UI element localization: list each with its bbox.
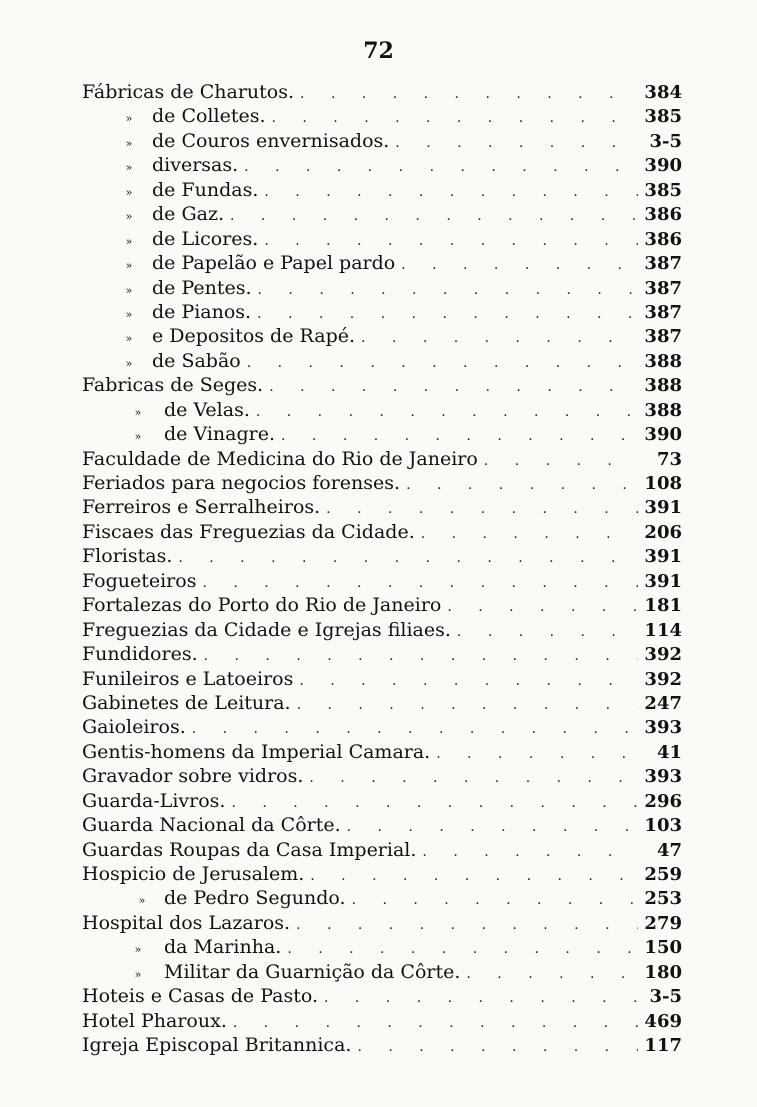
entry-title: de Colletes.: [152, 105, 266, 128]
entry-page-number: 387: [644, 253, 682, 275]
entry-page-number: 247: [644, 692, 682, 714]
ditto-mark: »: [134, 943, 142, 957]
dot-leader: [252, 278, 638, 302]
entry-title: Fortalezas do Porto do Rio de Janeiro: [82, 594, 442, 617]
dot-leader: [258, 180, 638, 204]
entry-page-number: 469: [644, 1010, 682, 1032]
ditto-mark: »: [125, 112, 133, 126]
index-entry: [82, 715, 682, 739]
index-list: [82, 80, 682, 1058]
entry-title: Faculdade de Medicina do Rio de Janeiro: [82, 447, 478, 470]
dot-leader: [196, 571, 638, 595]
index-entry: [82, 593, 682, 617]
index-entry: [82, 789, 682, 813]
entry-title: de Velas.: [164, 398, 250, 421]
entry-page-number: 388: [644, 350, 682, 372]
index-entry: [82, 447, 682, 471]
ditto-mark: »: [134, 967, 142, 981]
entry-page-number: 386: [644, 228, 682, 250]
entry-title: de Vinagre.: [164, 423, 276, 446]
dot-leader: [263, 375, 638, 399]
entry-title: Gentis-homens da Imperial Camara.: [82, 740, 431, 763]
page-number: 72: [363, 38, 394, 64]
dot-leader: [389, 131, 638, 155]
entry-page-number: 391: [644, 570, 682, 592]
entry-title: Guardas Roupas da Casa Imperial.: [82, 838, 417, 861]
entry-page-number: 108: [644, 473, 682, 494]
dot-leader: [318, 986, 638, 1010]
entry-title: e Depositos de Rapé.: [152, 325, 356, 348]
entry-title: Feriados para negocios forenses.: [82, 472, 401, 494]
entry-title: de Gaz.: [152, 203, 225, 226]
index-entry: [82, 153, 682, 177]
index-entry: [82, 764, 682, 788]
dot-leader: [304, 864, 638, 888]
entry-title: Fábricas de Charutos.: [82, 81, 295, 103]
entry-page-number: 47: [656, 839, 682, 861]
entry-page-number: 387: [644, 277, 682, 299]
ditto-mark: »: [125, 259, 133, 273]
dot-leader: [441, 595, 638, 619]
entry-page-number: 3-5: [649, 986, 682, 1008]
entry-page-number: 387: [644, 301, 682, 323]
entry-page-number: 388: [644, 375, 682, 397]
index-entry: [82, 911, 682, 935]
index-entry: [82, 544, 682, 568]
entry-page-number: 253: [644, 888, 682, 910]
index-entry: [82, 276, 682, 300]
index-entry: [82, 398, 682, 422]
dot-leader: [275, 424, 638, 448]
entry-title: Fundidores.: [82, 643, 198, 666]
index-entry: [82, 740, 682, 764]
entry-title: Hoteis e Casas de Pasto.: [82, 985, 319, 1008]
entry-title: Hospicio de Jerusalem.: [82, 863, 305, 885]
entry-page-number: 390: [644, 155, 682, 177]
entry-title: Guarda-Livros.: [82, 789, 226, 812]
entry-page-number: 259: [644, 864, 682, 885]
dot-leader: [400, 473, 638, 497]
dot-leader: [172, 546, 638, 570]
dot-leader: [415, 522, 638, 546]
entry-page-number: 391: [644, 497, 682, 519]
index-entry: [82, 886, 682, 910]
dot-leader: [416, 840, 638, 864]
dot-leader: [241, 351, 638, 375]
index-entry: [82, 960, 682, 984]
index-entry: [82, 569, 682, 593]
entry-page-number: 385: [644, 179, 682, 201]
entry-title: Igreja Episcopal Britannica.: [82, 1034, 352, 1057]
entry-title: Militar da Guarnição da Côrte.: [164, 960, 461, 983]
index-entry: [82, 691, 682, 715]
ditto-mark: »: [125, 185, 133, 199]
index-entry: [82, 1033, 682, 1057]
ditto-mark: »: [125, 136, 133, 150]
dot-leader: [460, 962, 638, 986]
entry-page-number: 392: [644, 668, 682, 690]
index-entry: [82, 202, 682, 226]
entry-page-number: 114: [644, 619, 682, 641]
index-entry: [82, 642, 682, 666]
entry-page-number: 391: [644, 546, 682, 568]
dot-leader: [341, 815, 638, 839]
dot-leader: [251, 302, 638, 326]
index-entry: [82, 422, 682, 446]
dot-leader: [430, 742, 638, 766]
dot-leader: [395, 253, 638, 277]
dot-leader: [478, 449, 638, 473]
ditto-mark: »: [134, 405, 142, 419]
entry-title: Ferreiros e Serralheiros.: [82, 496, 321, 519]
entry-title: Gravador sobre vidros.: [82, 765, 304, 788]
index-entry: [82, 667, 682, 691]
index-entry: [82, 984, 682, 1008]
dot-leader: [351, 1035, 638, 1059]
entry-page-number: 73: [656, 448, 682, 470]
dot-leader: [291, 693, 638, 717]
entry-page-number: 41: [656, 741, 682, 763]
entry-title: diversas.: [152, 154, 239, 177]
index-entry: [82, 104, 682, 128]
entry-title: Freguezias da Cidade e Igrejas filiaes.: [82, 618, 451, 641]
index-entry: [82, 471, 682, 495]
entry-title: Funileiros e Latoeiros: [82, 667, 294, 690]
entry-page-number: 279: [644, 912, 682, 934]
entry-title: da Marinha.: [164, 936, 282, 959]
dot-leader: [346, 888, 638, 912]
entry-title: de Papelão e Papel pardo: [152, 252, 396, 275]
dot-leader: [238, 155, 638, 179]
dot-leader: [451, 620, 638, 644]
entry-title: Guarda Nacional da Côrte.: [82, 814, 341, 837]
index-entry: [82, 1009, 682, 1033]
dot-leader: [320, 497, 638, 521]
dot-leader: [303, 766, 638, 790]
index-entry: [82, 935, 682, 959]
index-entry: [82, 838, 682, 862]
dot-leader: [198, 644, 638, 668]
entry-page-number: 392: [644, 644, 682, 666]
entry-page-number: 103: [644, 815, 682, 837]
entry-title: Floristas.: [82, 545, 173, 568]
index-entry: [82, 178, 682, 202]
entry-title: Fabricas de Seges.: [82, 374, 264, 397]
entry-title: de Pianos.: [152, 300, 252, 323]
entry-title: de Pentes.: [152, 276, 252, 299]
dot-leader: [293, 669, 638, 693]
index-entry: [82, 495, 682, 519]
dot-leader: [186, 717, 638, 741]
index-entry: [82, 862, 682, 886]
entry-page-number: 387: [644, 326, 682, 348]
entry-title: de Couros envernisados.: [152, 129, 390, 152]
index-entry: [82, 618, 682, 642]
dot-leader: [294, 82, 638, 106]
index-entry: [82, 813, 682, 837]
dot-leader: [227, 1011, 638, 1035]
entry-page-number: 206: [644, 521, 682, 543]
entry-title: de Sabão: [152, 349, 241, 372]
entry-title: de Licores.: [152, 227, 259, 250]
index-entry: [82, 349, 682, 373]
ditto-mark: »: [125, 332, 133, 346]
entry-page-number: 150: [644, 937, 682, 959]
ditto-mark: »: [125, 234, 133, 248]
entry-page-number: 296: [644, 790, 682, 812]
entry-page-number: 386: [644, 204, 682, 226]
dot-leader: [290, 913, 638, 937]
entry-page-number: 117: [644, 1035, 682, 1057]
dot-leader: [250, 400, 638, 424]
entry-title: Hotel Pharoux.: [82, 1009, 227, 1032]
entry-page-number: 393: [644, 766, 682, 788]
entry-page-number: 384: [644, 82, 682, 103]
dot-leader: [281, 937, 638, 961]
entry-title: de Fundas.: [152, 178, 259, 201]
dot-leader: [266, 106, 639, 130]
entry-title: Gabinetes de Leitura.: [82, 691, 291, 714]
entry-title: de Pedro Segundo.: [164, 887, 346, 910]
entry-title: Hospital dos Lazaros.: [82, 911, 291, 934]
ditto-mark: »: [125, 283, 133, 297]
index-entry: [82, 300, 682, 324]
index-entry: [82, 80, 682, 104]
entry-page-number: 3-5: [649, 130, 682, 152]
entry-page-number: 385: [644, 106, 682, 128]
entry-page-number: 388: [644, 399, 682, 421]
index-entry: [82, 227, 682, 251]
ditto-mark: »: [138, 894, 146, 908]
ditto-mark: »: [125, 161, 133, 175]
entry-page-number: 390: [644, 424, 682, 446]
ditto-mark: »: [125, 210, 133, 224]
ditto-mark: »: [125, 356, 133, 370]
entry-title: Fiscaes das Freguezias da Cidade.: [82, 520, 415, 543]
index-entry: [82, 373, 682, 397]
entry-title: Gaioleiros.: [82, 716, 186, 739]
entry-page-number: 393: [644, 717, 682, 739]
dot-leader: [225, 791, 638, 815]
dot-leader: [355, 326, 638, 350]
index-entry: [82, 129, 682, 153]
entry-page-number: 180: [644, 961, 682, 983]
ditto-mark: »: [125, 307, 133, 321]
ditto-mark: »: [134, 430, 142, 444]
dot-leader: [224, 204, 638, 228]
entry-title: Fogueteiros: [82, 569, 197, 592]
index-entry: [82, 324, 682, 348]
index-entry: [82, 251, 682, 275]
index-entry: [82, 520, 682, 544]
entry-page-number: 181: [644, 595, 682, 617]
dot-leader: [258, 229, 638, 253]
